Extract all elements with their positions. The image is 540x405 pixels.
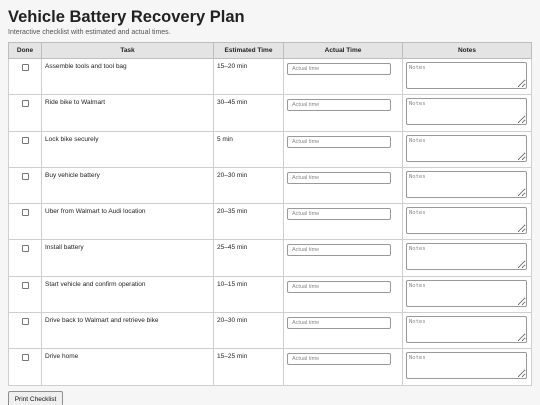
- table-row: [9, 95, 532, 131]
- done-checkbox[interactable]: [22, 354, 29, 361]
- column-header-notes: Notes: [403, 43, 532, 59]
- task-cell: [42, 276, 214, 312]
- task-cell: [42, 95, 214, 131]
- estimated-time-cell: [214, 204, 284, 240]
- checklist-table: [8, 42, 532, 386]
- task-text: Uber from Walmart to Audi location: [45, 208, 146, 216]
- actual-time-cell: [284, 59, 403, 95]
- actual-time-cell: [284, 313, 403, 349]
- done-cell: [9, 59, 42, 95]
- done-cell: [9, 95, 42, 131]
- estimated-time-text: 15–20 min: [217, 63, 248, 70]
- estimated-time-text: 25–45 min: [217, 244, 248, 252]
- estimated-time-text: 20–35 min: [217, 208, 248, 216]
- actual-time-input[interactable]: [287, 172, 391, 184]
- notes-textarea[interactable]: [406, 243, 527, 270]
- done-checkbox[interactable]: [22, 173, 29, 180]
- notes-cell: [403, 313, 532, 349]
- task-text: Buy vehicle battery: [45, 171, 100, 179]
- actual-time-cell: [284, 276, 403, 312]
- notes-cell: [403, 276, 532, 312]
- estimated-time-text: 5 min: [217, 135, 233, 143]
- done-checkbox[interactable]: [22, 245, 29, 252]
- done-checkbox[interactable]: [22, 64, 29, 71]
- estimated-time-cell: [214, 313, 284, 349]
- estimated-time-text: 20–30 min: [217, 317, 248, 325]
- actual-time-cell: [284, 204, 403, 240]
- done-checkbox[interactable]: [22, 318, 29, 325]
- actual-time-input[interactable]: [287, 244, 391, 256]
- done-checkbox[interactable]: [22, 209, 29, 216]
- task-text: Lock bike securely: [45, 135, 99, 143]
- done-cell: [9, 167, 42, 203]
- actual-time-input[interactable]: [287, 99, 391, 111]
- task-text: Drive back to Walmart and retrieve bike: [45, 317, 159, 325]
- notes-textarea[interactable]: [406, 352, 527, 379]
- actual-time-input[interactable]: [287, 317, 391, 329]
- estimated-time-cell: [214, 95, 284, 131]
- task-text: Install battery: [45, 244, 84, 252]
- task-text: Assemble tools and tool bag: [45, 63, 127, 70]
- table-row: [9, 167, 532, 203]
- done-checkbox[interactable]: [22, 282, 29, 289]
- table-row: [9, 59, 532, 95]
- estimated-time-cell: [214, 349, 284, 385]
- actual-time-cell: [284, 95, 403, 131]
- done-checkbox[interactable]: [22, 100, 29, 107]
- notes-textarea[interactable]: [406, 316, 527, 343]
- notes-cell: [403, 240, 532, 276]
- notes-cell: [403, 59, 532, 95]
- estimated-time-cell: [214, 131, 284, 167]
- column-header-estimated-time: Estimated Time: [214, 43, 284, 59]
- page-subtitle: Interactive checklist with estimated and actual times.: [8, 29, 171, 36]
- estimated-time-cell: [214, 59, 284, 95]
- done-cell: [9, 204, 42, 240]
- estimated-time-text: 10–15 min: [217, 280, 248, 288]
- print-checklist-button[interactable]: Print Checklist: [8, 391, 63, 405]
- notes-textarea[interactable]: [406, 280, 527, 307]
- notes-textarea[interactable]: [406, 171, 527, 198]
- done-cell: [9, 313, 42, 349]
- task-cell: [42, 131, 214, 167]
- task-cell: [42, 349, 214, 385]
- estimated-time-text: 20–30 min: [217, 171, 248, 179]
- done-checkbox[interactable]: [22, 137, 29, 144]
- notes-textarea[interactable]: [406, 98, 527, 125]
- estimated-time-cell: [214, 276, 284, 312]
- column-header-task: Task: [42, 43, 214, 59]
- done-cell: [9, 349, 42, 385]
- task-cell: [42, 313, 214, 349]
- notes-cell: [403, 167, 532, 203]
- actual-time-cell: [284, 131, 403, 167]
- page-title: Vehicle Battery Recovery Plan: [8, 8, 245, 26]
- task-text: Start vehicle and confirm operation: [45, 280, 146, 288]
- actual-time-input[interactable]: [287, 208, 391, 220]
- done-cell: [9, 276, 42, 312]
- notes-cell: [403, 95, 532, 131]
- task-text: Drive home: [45, 353, 79, 361]
- actual-time-input[interactable]: [287, 353, 391, 365]
- column-header-actual-time: Actual Time: [284, 43, 403, 59]
- done-cell: [9, 131, 42, 167]
- notes-textarea[interactable]: [406, 207, 527, 234]
- actual-time-cell: [284, 349, 403, 385]
- task-text: Ride bike to Walmart: [45, 99, 106, 107]
- notes-cell: [403, 349, 532, 385]
- actual-time-input[interactable]: [287, 63, 391, 75]
- table-header-row: [9, 43, 532, 59]
- task-cell: [42, 59, 214, 95]
- table-row: [9, 131, 532, 167]
- actual-time-input[interactable]: [287, 136, 391, 148]
- actual-time-input[interactable]: [287, 281, 391, 293]
- estimated-time-text: 30–45 min: [217, 99, 248, 107]
- estimated-time-cell: [214, 240, 284, 276]
- estimated-time-text: 15–25 min: [217, 353, 248, 361]
- task-cell: [42, 204, 214, 240]
- table-row: [9, 276, 532, 312]
- table-row: [9, 240, 532, 276]
- column-header-done: Done: [9, 43, 42, 59]
- actual-time-cell: [284, 167, 403, 203]
- checklist-rows: [9, 59, 532, 386]
- notes-cell: [403, 204, 532, 240]
- notes-cell: [403, 131, 532, 167]
- table-row: [9, 204, 532, 240]
- estimated-time-cell: [214, 167, 284, 203]
- task-cell: [42, 167, 214, 203]
- table-row: [9, 313, 532, 349]
- notes-textarea[interactable]: [406, 62, 527, 89]
- table-row: [9, 349, 532, 385]
- actual-time-cell: [284, 240, 403, 276]
- done-cell: [9, 240, 42, 276]
- task-cell: [42, 240, 214, 276]
- notes-textarea[interactable]: [406, 135, 527, 162]
